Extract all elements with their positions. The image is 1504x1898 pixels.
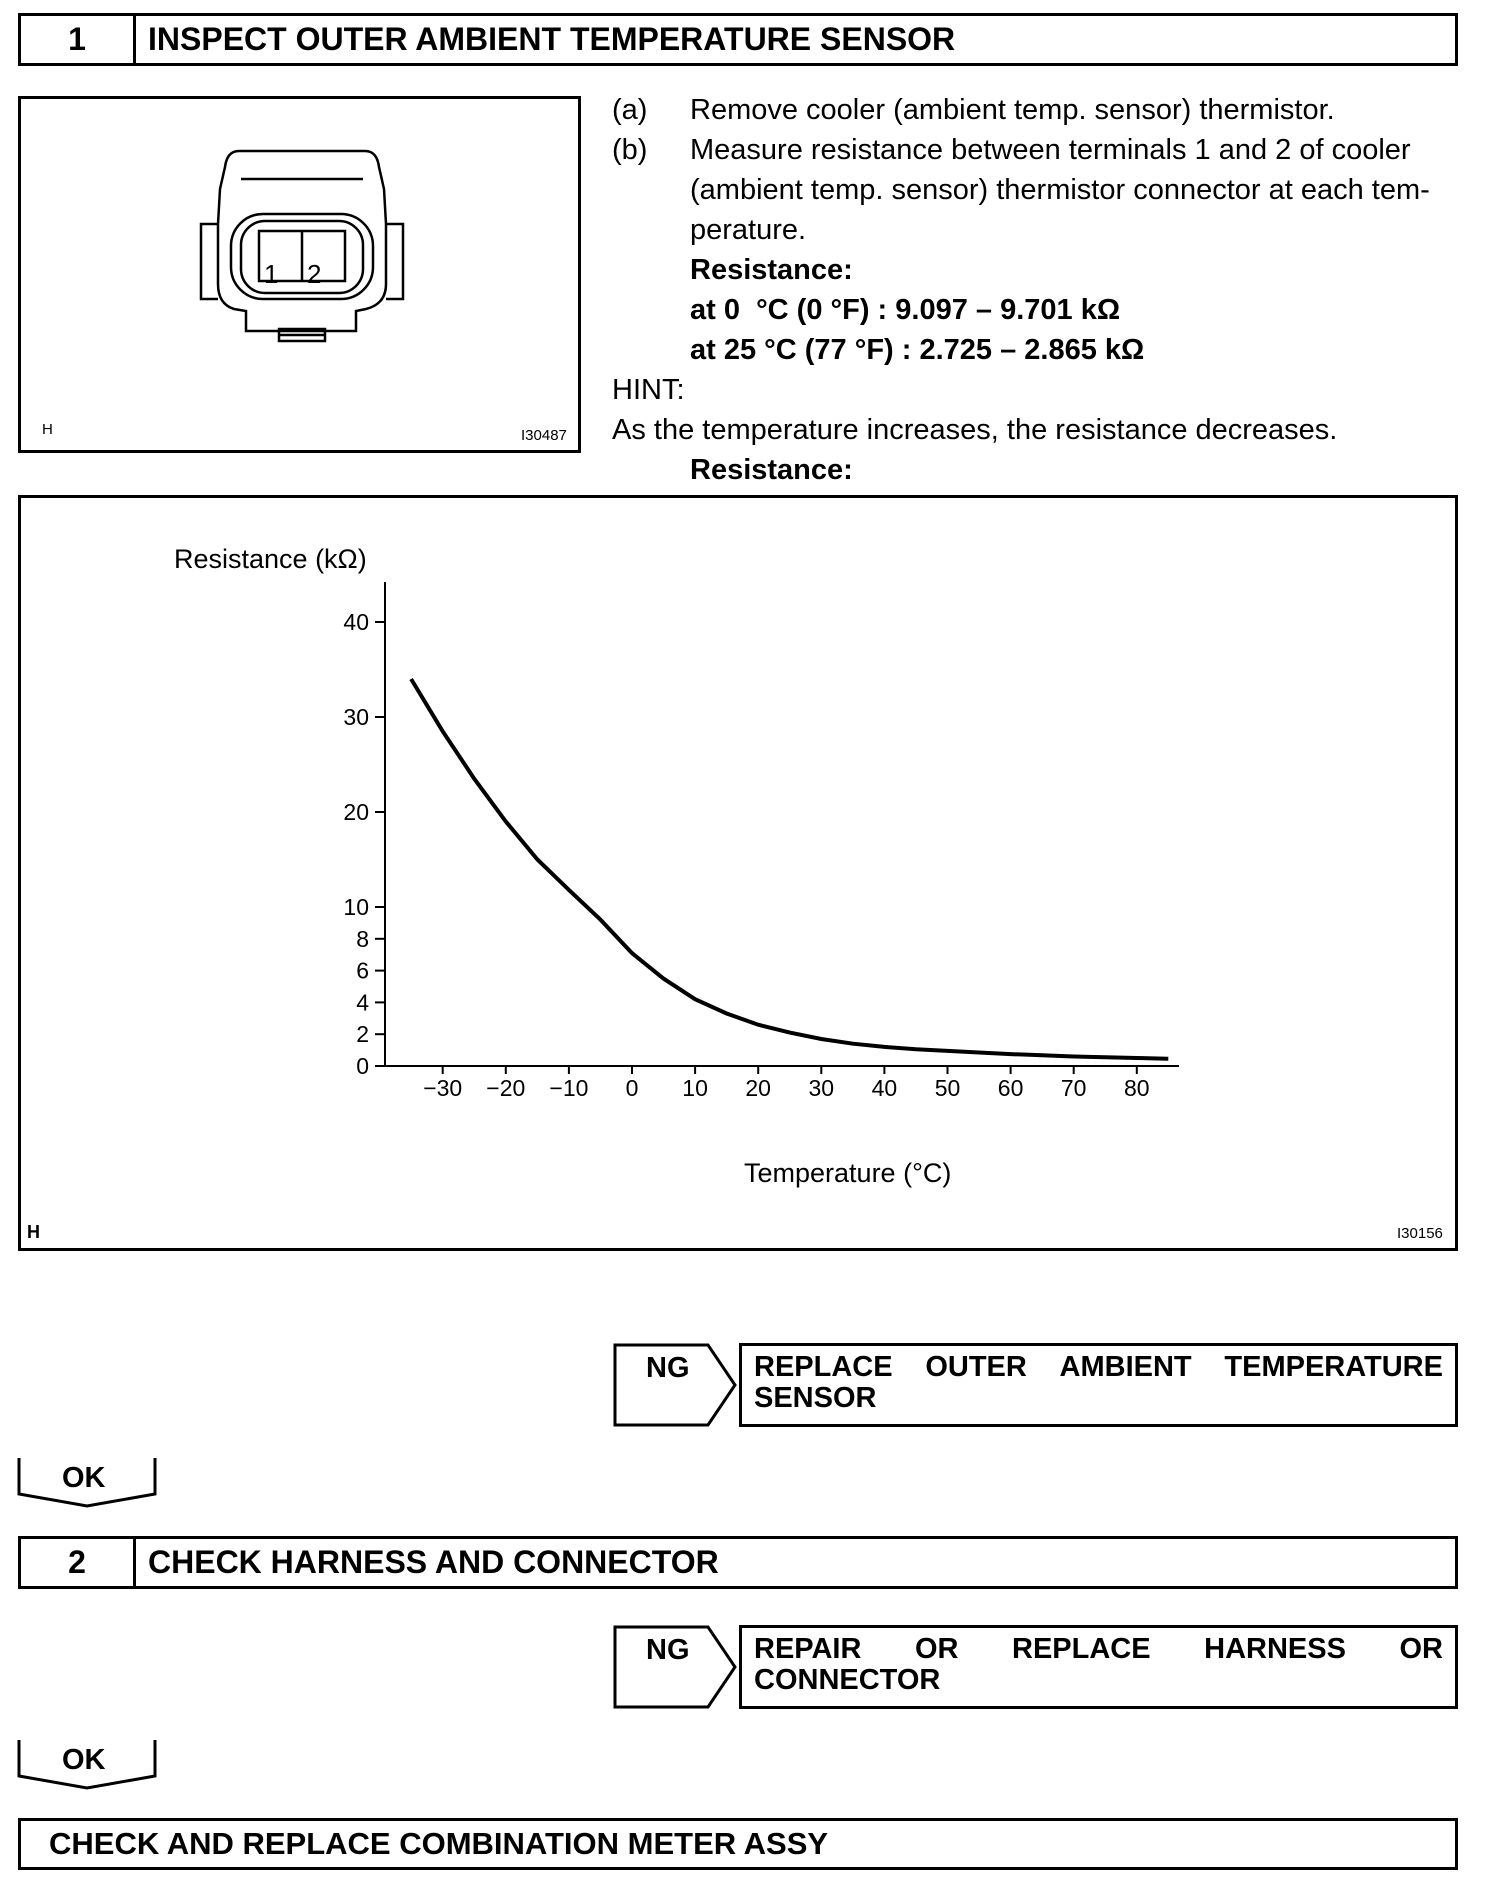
x-tick-label: 40 [871, 1075, 898, 1101]
x-tick-label: 70 [1060, 1075, 1087, 1101]
x-tick-label: −20 [486, 1075, 526, 1101]
step-2-header [18, 1536, 1458, 1589]
x-tick-label: 60 [997, 1075, 1024, 1101]
instructions [612, 90, 1472, 490]
final-step-bar: CHECK AND REPLACE COMBINATION METER ASSY [18, 1818, 1458, 1870]
ng-action-1-line-1 [754, 1352, 1443, 1383]
item-b-label: (b) [612, 134, 648, 166]
y-axis-label: Resistance (kΩ) [174, 544, 367, 574]
word: HARNESS [1204, 1633, 1346, 1665]
y-tick-label: 10 [343, 894, 369, 920]
ng-label-1: NG [646, 1352, 690, 1384]
x-tick-label: 10 [682, 1075, 708, 1101]
item-a-label: (a) [612, 94, 648, 126]
item-b-line-2: (ambient temp. sensor) thermistor connector at each tem- [690, 174, 1430, 206]
y-tick-label: 4 [356, 989, 369, 1016]
step-title: CHECK HARNESS AND CONNECTOR [148, 1544, 719, 1580]
word: OR [1399, 1633, 1443, 1665]
y-tick-label: 0 [356, 1053, 369, 1079]
y-tick-label: 40 [343, 609, 369, 635]
resistance-chart [21, 498, 1455, 1248]
y-tick-label: 2 [356, 1021, 369, 1048]
series-line-resistance [411, 679, 1168, 1059]
ng-action-1-line-2: SENSOR [754, 1382, 877, 1414]
ng-action-2-line-1 [754, 1634, 1443, 1665]
item-b-line-1: Measure resistance between terminals 1 and 2 of cooler [690, 134, 1411, 166]
spec-0c: at 0 °C (0 °F) : 9.097 – 9.701 kΩ [690, 294, 1121, 326]
spec-25c: at 25 °C (77 °F) : 2.725 – 2.865 kΩ [690, 334, 1145, 366]
word: OR [914, 1633, 959, 1665]
y-tick-label: 6 [356, 957, 369, 984]
ng-label-2: NG [646, 1634, 690, 1666]
ok-label-2: OK [62, 1744, 106, 1776]
x-tick-label: 50 [934, 1075, 961, 1101]
corner-mark: H [42, 421, 53, 438]
x-tick-label: 80 [1124, 1075, 1150, 1101]
ng-action-1 [739, 1343, 1458, 1427]
x-tick-label: 20 [745, 1075, 771, 1101]
ng-action-2 [739, 1625, 1458, 1709]
x-tick-label: −30 [423, 1075, 463, 1101]
chart-figure-code: I30156 [1397, 1225, 1443, 1242]
item-b-line-3: perature. [690, 214, 807, 246]
word: AMBIENT [1059, 1351, 1192, 1383]
word: OUTER [925, 1351, 1027, 1383]
ok-label-1: OK [62, 1462, 106, 1494]
ng-action-2-line-2: CONNECTOR [754, 1664, 941, 1696]
terminal-1-label: 1 [264, 259, 279, 289]
x-axis-label: Temperature (°C) [744, 1158, 952, 1188]
word: TEMPERATURE [1224, 1351, 1443, 1383]
chart-corner-mark: H [27, 1222, 40, 1242]
hint-text: As the temperature increases, the resistance decreases. [612, 414, 1338, 446]
terminal-2-label: 2 [307, 259, 322, 289]
connector-diagram [21, 99, 578, 450]
step-number: 1 [21, 16, 136, 63]
step-1-header [18, 13, 1458, 66]
y-tick-label: 20 [343, 799, 369, 825]
step-title: INSPECT OUTER AMBIENT TEMPERATURE SENSOR [148, 21, 956, 57]
resistance-chart-frame [18, 495, 1458, 1251]
y-tick-label: 8 [356, 925, 369, 952]
step-number: 2 [21, 1539, 136, 1586]
y-tick-label: 30 [343, 704, 369, 730]
hint-label: HINT: [612, 374, 685, 406]
figure-code: I30487 [521, 427, 567, 444]
word: REPAIR [754, 1633, 862, 1665]
resistance-heading: Resistance: [690, 254, 853, 286]
word: REPLACE [754, 1351, 893, 1383]
x-tick-label: −10 [549, 1075, 589, 1101]
item-a-text: Remove cooler (ambient temp. sensor) thermistor. [690, 94, 1335, 126]
x-tick-label: 30 [808, 1075, 835, 1101]
connector-figure [18, 96, 581, 453]
word: REPLACE [1012, 1633, 1151, 1665]
x-tick-label: 0 [625, 1075, 639, 1101]
resistance-heading-2: Resistance: [690, 454, 853, 486]
